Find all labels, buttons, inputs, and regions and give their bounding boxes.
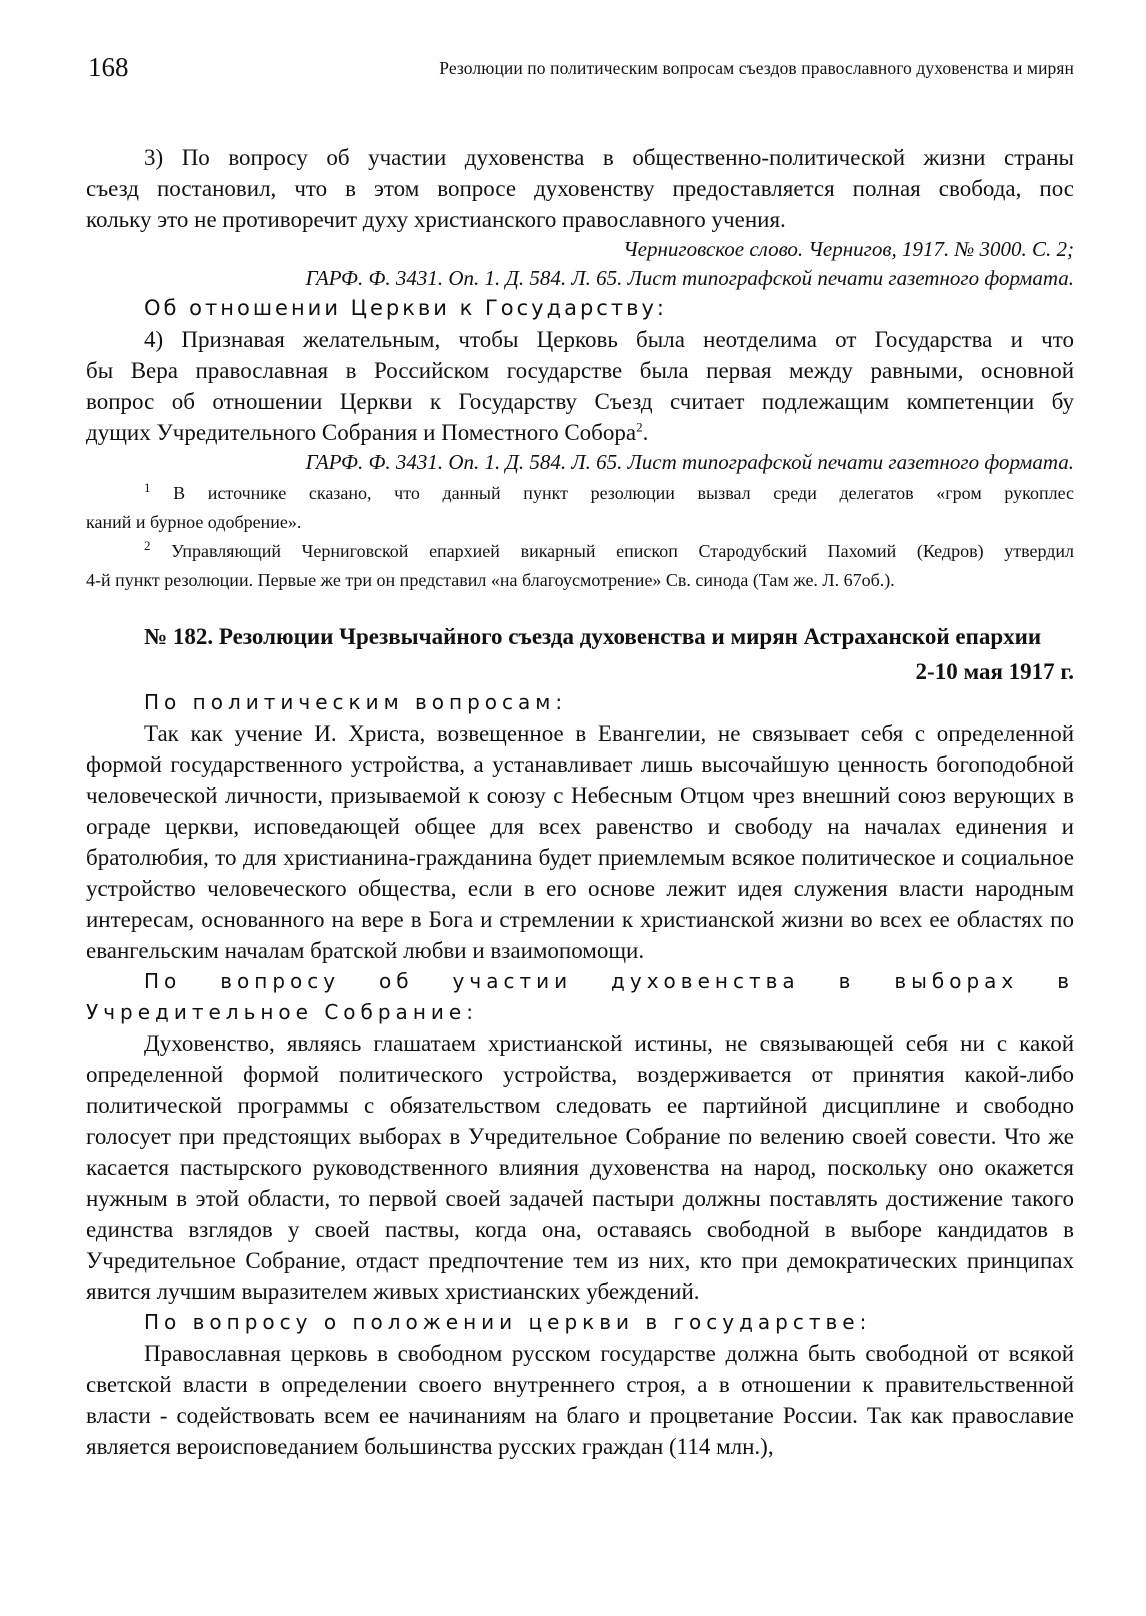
footnote-1-line2: каний и бурное одобрение». — [86, 512, 302, 532]
page-body — [86, 142, 1074, 1462]
source-citation: ГАРФ. Ф. 3431. Оп. 1. Д. 584. Л. 65. Лист типографской печати газетного формата. — [305, 266, 1074, 290]
footnote-ref[interactable]: 2 — [636, 419, 643, 435]
chernigov-p4-line4: дущих Учредительного Собрания и Поместного Собора$^2$. — [86, 419, 649, 445]
source-citation: ГАРФ. Ф. 3431. Оп. 1. Д. 584. Л. 65. Лист типографской печати газетного формата. — [305, 450, 1074, 474]
chernigov-p3-line3: кольку это не противоречит духу христианского православного учения. — [86, 207, 786, 232]
section-text: Духовенство, являясь глашатаем христианской истины, не связывающей себя ни с какой определенной формой политического устройства, воздерживается от принятия какой-либо политической программы с обязательством следовать ее партийной дисциплине и свободно голосует при предстоящих выборах в Учредительное Собрание по велению своей совести. Что же касается пастырского руководственного влияния духовенства на народ, поскольку оно окажется нужным в этой области, то первой своей задачей пастыри должны поставлять достижение такого единства взглядов у своей паствы, когда она, оставаясь свободной в выборе кандидатов в Учредительное Собрание, отдаст предпочтение тем из них, кто при демократических принципах явится лучшим выразителем живых христианских убеждений. — [86, 1031, 1074, 1304]
chernigov-p3-line2: съезд постановил, что в этом вопросе духовенству предоставляется полная свобода, пос — [86, 176, 1074, 201]
section-heading: По вопросу о положении церкви в государстве: — [144, 1310, 872, 1334]
chernigov-p4-line1: 4) Признавая желательным, чтобы Церковь была неотделима от Государства и что — [144, 327, 1074, 352]
footnote-mark: 1 — [144, 480, 151, 495]
running-title: Резолюции по политическим вопросам съездов православного духовенства и мирян — [439, 58, 1074, 78]
page-number: 168 — [88, 52, 129, 82]
footnote-2-line2: 4-й пункт резолюции. Первые же три он представил «на благоусмотрение» Св. синода (Там же. Л. 67об.). — [86, 570, 895, 590]
section-subheading: Об отношении Церкви к Государству: — [144, 296, 667, 320]
chernigov-p4-line2: бы Вера православная в Российском государстве была первая между равными, основной — [86, 358, 1074, 383]
footnotes — [86, 479, 1074, 595]
section-text: Так как учение И. Христа, возвещенное в Евангелии, не связывает себя с определенной формой государственного устройства, а устанавливает лишь высочайшую ценность богоподобной человеческой личности, призываемой к союзу с Небесным Отцом чрез внешний союз верующих в ограде церкви, исповедающей общее для всех равенство и свободу на началах единения и братолюбия, то для христианина-гражданина будет приемлемым всякое политическое и социальное устройство человеческого общества, если в его основе лежит идея служения власти народным интересам, основанного на вере в Бога и стремлении к христианской жизни во всех ее областях по евангельским началам братской любви и взаимопомощи. — [86, 721, 1074, 963]
section-heading: По политическим вопросам: — [144, 690, 568, 714]
section-heading: По вопросу об участии духовенства в выборах в Учредительное Собрание: — [86, 969, 1074, 1024]
footnote-mark: 2 — [144, 538, 151, 553]
source-citation: Черниговское слово. Чернигов, 1917. № 3000. С. 2; — [623, 237, 1074, 261]
chernigov-p4-line3: вопрос об отношении Церкви к Государству Съезд считает подлежащим компетенции бу — [86, 389, 1074, 414]
footnote-1-line1: $^1$ В источнике сказано, что данный пункт резолюции вызвал среди делегатов «гром рукоплес — [144, 480, 1074, 503]
section-text: Православная церковь в свободном русском государстве должна быть свободной от всякой светской власти в определении своего внутреннего строя, а в отношении к правительственной власти - содействовать всем ее начинаниям на благо и процветание России. Так как православие является вероисповеданием большинства русских граждан (114 млн.), — [86, 1341, 1074, 1459]
page-header — [88, 52, 1074, 92]
chernigov-p3-line1: 3) По вопросу об участии духовенства в общественно-политической жизни страны — [144, 145, 1074, 170]
document-title: № 182. Резолюции Чрезвычайного съезда духовенства и мирян Астраханской епархии — [144, 624, 1042, 649]
document-date: 2-10 мая 1917 г. — [915, 659, 1074, 684]
footnote-2-line1: $^2$ Управляющий Черниговской епархией викарный епископ Стародубский Пахомий (Кедров) утвердил — [144, 538, 1075, 561]
